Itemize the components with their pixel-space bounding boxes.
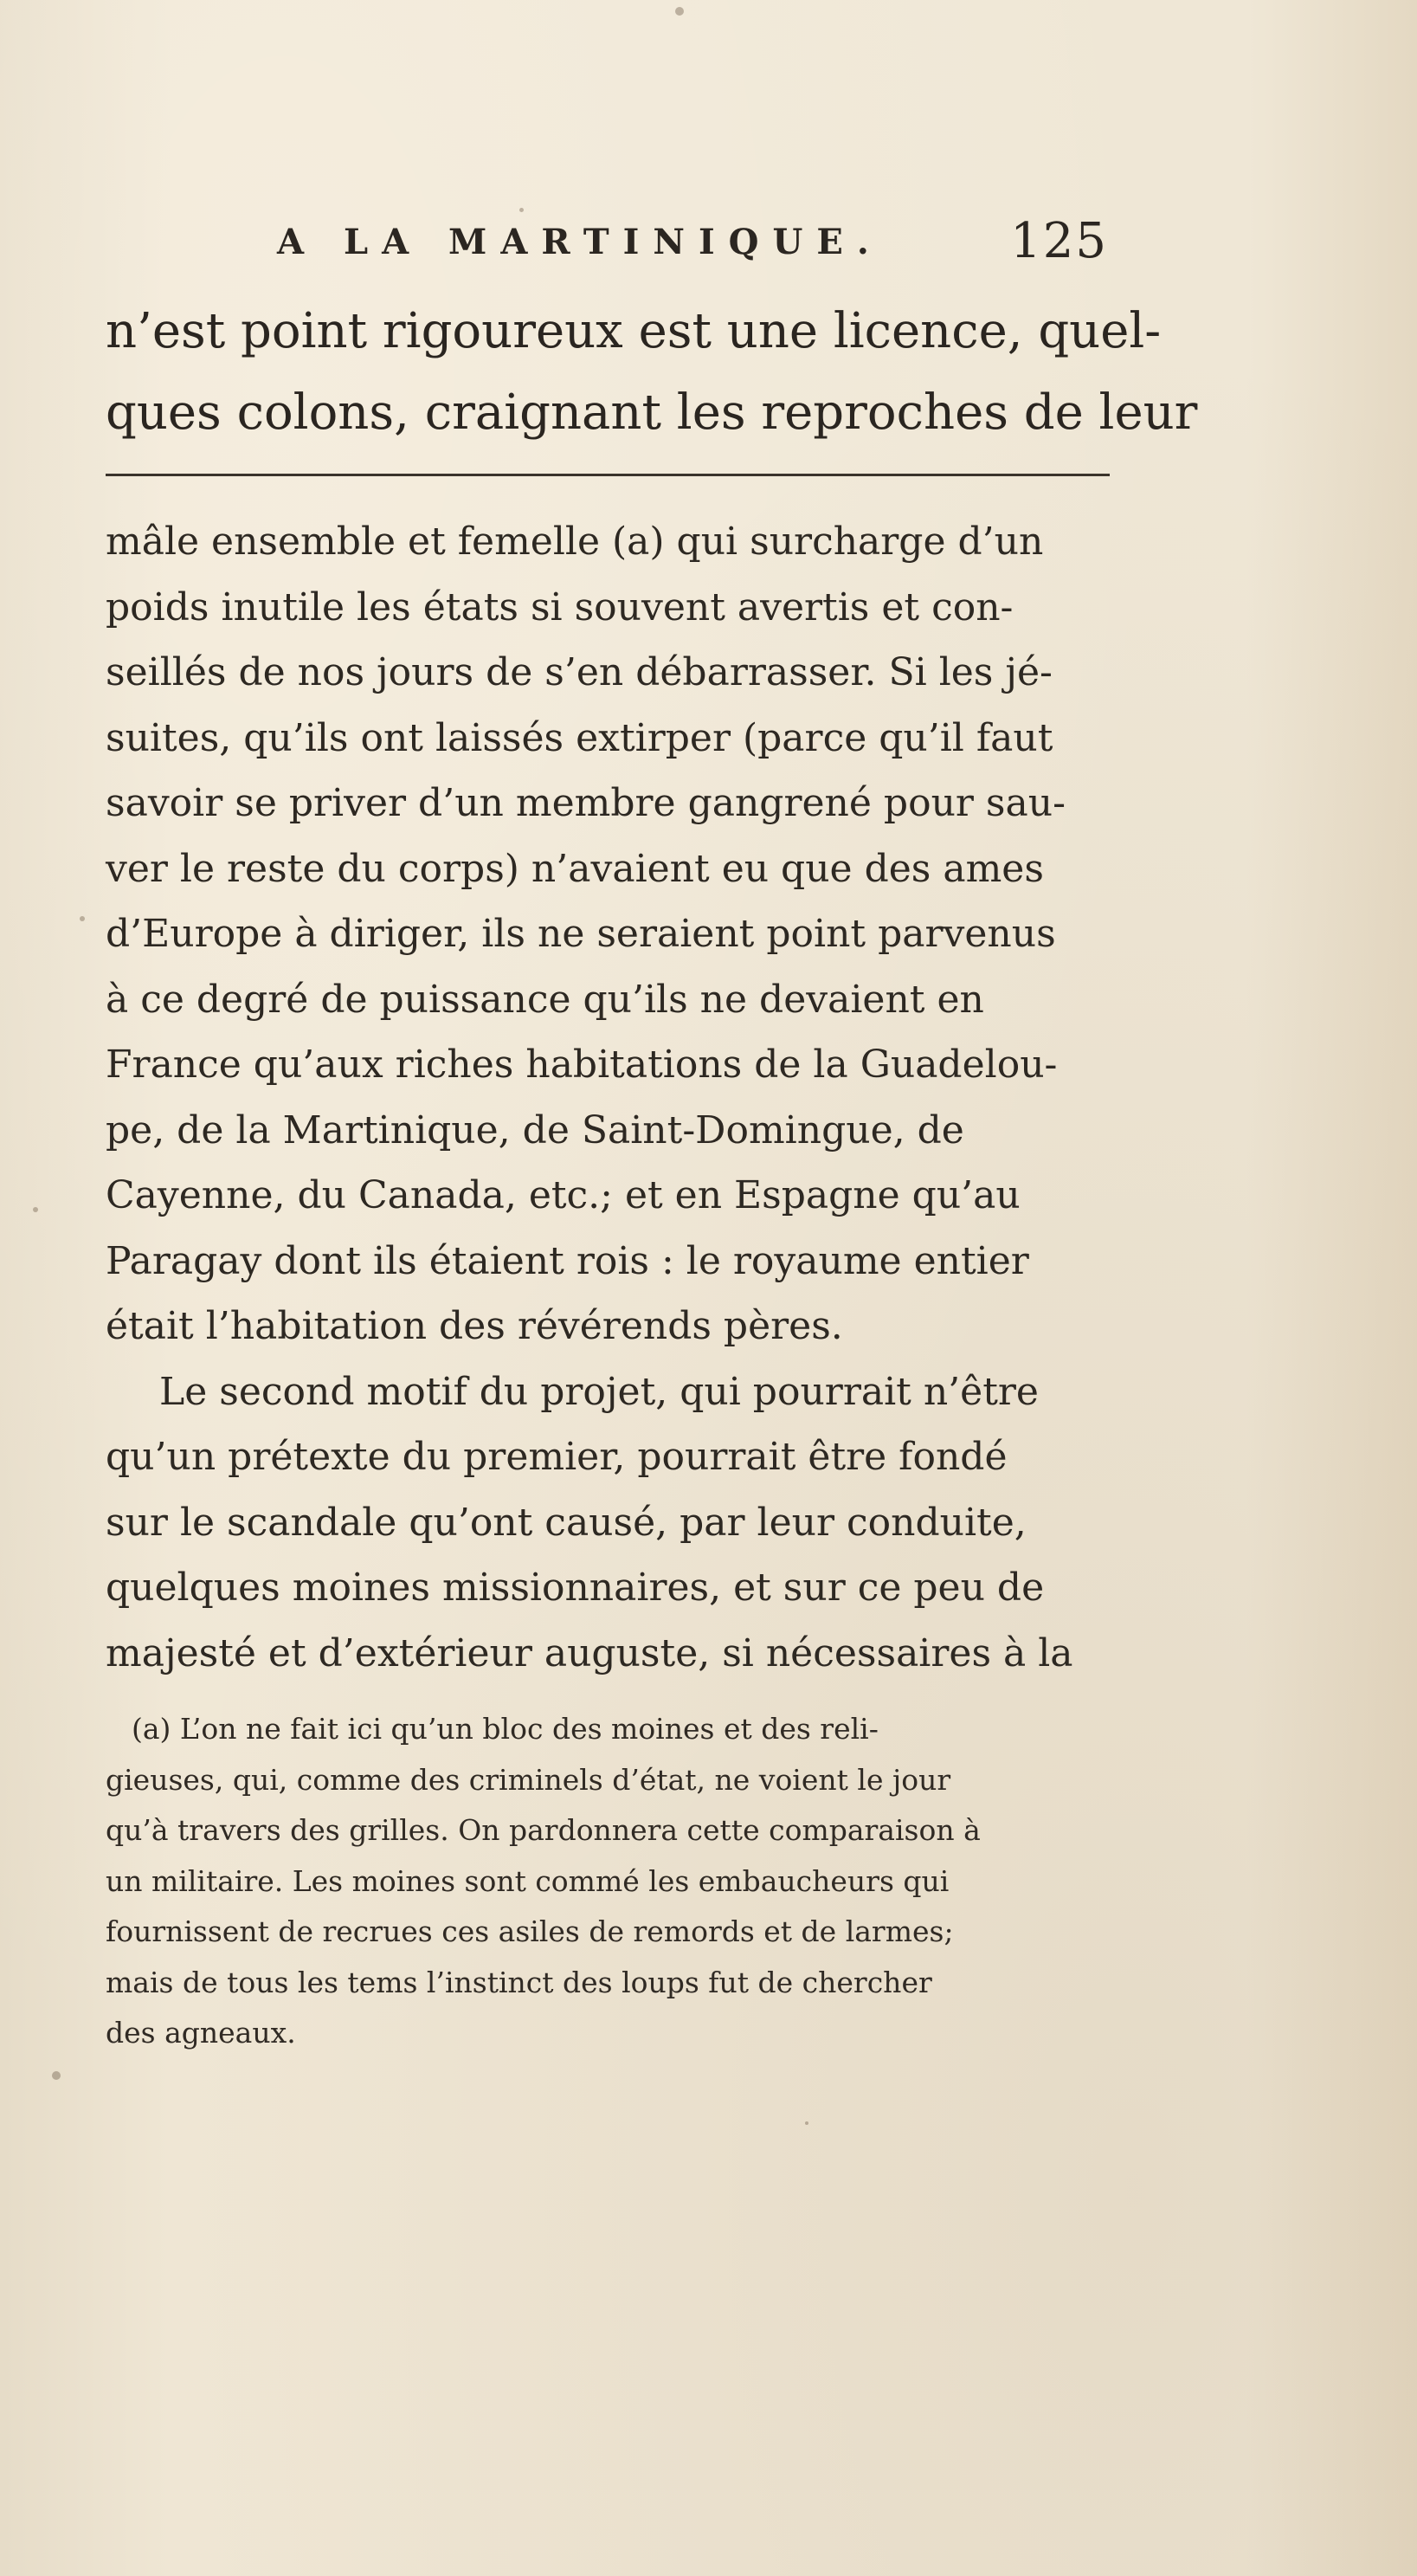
footnote-line: gieuses, qui, comme des criminels d’état, ne voient le jour	[106, 1762, 951, 1797]
paper-speck	[519, 208, 524, 212]
paper-speck	[675, 7, 684, 16]
footnote-line: (a) L’on ne fait ici qu’un bloc des moines et des reli-	[132, 1712, 879, 1746]
text-line: mâle ensemble et femelle (a) qui surcharge d’un	[106, 520, 1044, 564]
footnote-line: qu’à travers des grilles. On pardonnera cette comparaison à	[106, 1813, 981, 1847]
text-line: Cayenne, du Canada, etc.; et en Espagne qu’au	[106, 1173, 1021, 1217]
text-line: qu’un prétexte du premier, pourrait être fondé	[106, 1435, 1008, 1479]
paper-speck	[33, 1207, 38, 1212]
text-line: d’Europe à diriger, ils ne seraient point parvenus	[106, 912, 1056, 956]
text-line: ques colons, craignant les reproches de leur	[106, 384, 1198, 441]
text-line: poids inutile les états si souvent avertis et con-	[106, 584, 1014, 629]
text-line: Paragay dont ils étaient rois : le royaume entier	[106, 1238, 1029, 1283]
paper-speck	[80, 916, 85, 921]
paper-speck	[805, 2121, 808, 2125]
footnote	[106, 1704, 1110, 2059]
running-head	[277, 213, 1108, 274]
text-line: n’est point rigoureux est une licence, quel-	[106, 303, 1162, 359]
text-line: seillés de nos jours de s’en débarrasser. Si les jé-	[106, 650, 1053, 694]
text-line: suites, qu’ils ont laissés extirper (parce qu’il faut	[106, 715, 1053, 760]
footnote-line: mais de tous les tems l’instinct des loups fut de chercher	[106, 1965, 932, 1999]
paragraph-start-line: Le second motif du projet, qui pourrait n’être	[159, 1369, 1039, 1414]
footnote-line: un militaire. Les moines sont commé les embaucheurs qui	[106, 1863, 950, 1898]
footnote-line: des agneaux.	[106, 2016, 296, 2050]
paper-speck	[52, 2071, 61, 2080]
text-line: majesté et d’extérieur auguste, si nécessaires à la	[106, 1630, 1073, 1675]
text-line: ver le reste du corps) n’avaient eu que des ames	[106, 846, 1044, 891]
page-number: 125	[1010, 213, 1108, 269]
top-continuation-text	[106, 291, 1198, 454]
text-line: pe, de la Martinique, de Saint-Domingue, de	[106, 1107, 964, 1152]
text-line: France qu’aux riches habitations de la Guadelou-	[106, 1043, 1058, 1087]
text-line: sur le scandale qu’ont causé, par leur conduite,	[106, 1500, 1027, 1545]
footnote-line: fournissent de recrues ces asiles de remords et de larmes;	[106, 1914, 954, 1948]
horizontal-rule	[106, 474, 1110, 476]
text-line: était l’habitation des révérends pères.	[106, 1304, 843, 1348]
text-line: savoir se priver d’un membre gangrené pour sau-	[106, 781, 1066, 825]
text-line: quelques moines missionnaires, et sur ce peu de	[106, 1566, 1045, 1610]
running-title: A LA MARTINIQUE.	[277, 222, 883, 262]
text-line: à ce degré de puissance qu’ils ne devaient en	[106, 977, 984, 1022]
body-text	[106, 509, 1110, 1686]
